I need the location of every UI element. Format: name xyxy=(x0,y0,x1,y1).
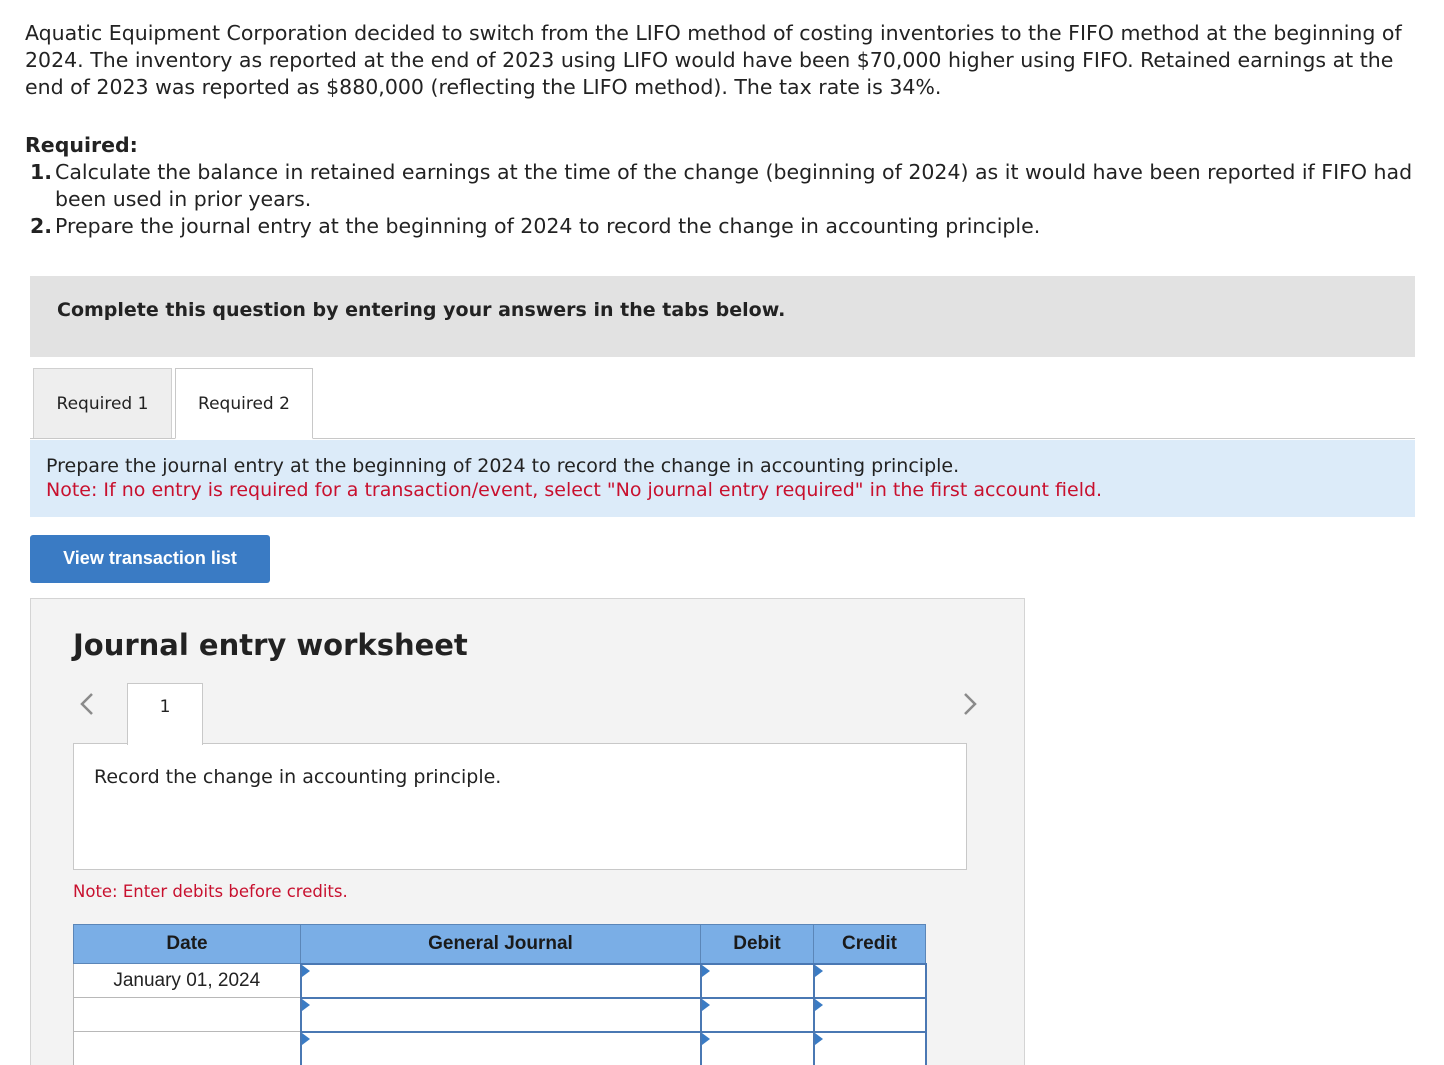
required-heading: Required: xyxy=(25,133,138,157)
credit-input[interactable] xyxy=(814,998,926,1032)
column-header-date: Date xyxy=(74,925,301,964)
required-item-number: 2. xyxy=(30,214,53,238)
entry-tab-1[interactable]: 1 xyxy=(127,683,203,745)
tab-required-2[interactable]: Required 2 xyxy=(175,368,313,439)
tab-required-1[interactable]: Required 1 xyxy=(33,368,172,438)
worksheet-title: Journal entry worksheet xyxy=(73,628,468,662)
instructions-note: Note: If no entry is required for a transaction/event, select "No journal entry required" in the first account field. xyxy=(46,479,1103,501)
banner-text: Complete this question by entering your answers in the tabs below. xyxy=(57,299,786,321)
chevron-right-icon[interactable] xyxy=(956,691,982,717)
required-item-number: 1. xyxy=(30,160,53,184)
instructions-banner xyxy=(30,276,1415,357)
required-item-2 xyxy=(30,213,1435,240)
date-cell: January 01, 2024 xyxy=(74,964,301,998)
tab-instructions xyxy=(30,440,1415,517)
required-item-text: Prepare the journal entry at the beginning of 2024 to record the change in accounting principle. xyxy=(55,214,1041,238)
credit-input[interactable] xyxy=(814,1032,926,1065)
account-input[interactable] xyxy=(301,1032,701,1065)
required-item-text: Calculate the balance in retained earnings at the time of the change (beginning of 2024) as it would have been reported if FIFO had been used in prior years. xyxy=(55,160,1413,211)
debit-input[interactable] xyxy=(701,998,814,1032)
required-list xyxy=(30,159,1435,240)
account-input[interactable] xyxy=(301,998,701,1032)
required-item-1 xyxy=(30,159,1435,213)
entry-description-box xyxy=(73,743,967,870)
view-transaction-list-button[interactable]: View transaction list xyxy=(30,535,270,583)
debit-input[interactable] xyxy=(701,964,814,998)
date-cell xyxy=(74,1032,301,1065)
table-row xyxy=(74,998,926,1032)
entry-description: Record the change in accounting principle. xyxy=(94,766,502,788)
answer-tabs xyxy=(30,368,1415,439)
column-header-debit: Debit xyxy=(701,925,814,964)
column-header-credit: Credit xyxy=(814,925,926,964)
account-input[interactable] xyxy=(301,964,701,998)
general-journal-table xyxy=(73,924,927,1065)
journal-entry-worksheet xyxy=(30,598,1025,1065)
credit-input[interactable] xyxy=(814,964,926,998)
date-cell xyxy=(74,998,301,1032)
table-header-row xyxy=(74,925,926,964)
problem-statement: Aquatic Equipment Corporation decided to switch from the LIFO method of costing inventories to the FIFO method at the beginning of 2024. The inventory as reported at the end of 2023 using LIFO would have been $70,000 higher using FIFO. Retained earnings at the end of 2023 was reported as $880,000 (reflecting the LIFO method). The tax rate is 34%. xyxy=(25,21,1402,99)
debit-input[interactable] xyxy=(701,1032,814,1065)
table-row xyxy=(74,1032,926,1065)
chevron-left-icon[interactable] xyxy=(75,691,101,717)
table-row xyxy=(74,964,926,998)
instructions-text: Prepare the journal entry at the beginning of 2024 to record the change in accounting principle. xyxy=(46,455,960,477)
debits-credits-note: Note: Enter debits before credits. xyxy=(73,882,348,901)
column-header-general-journal: General Journal xyxy=(301,925,701,964)
